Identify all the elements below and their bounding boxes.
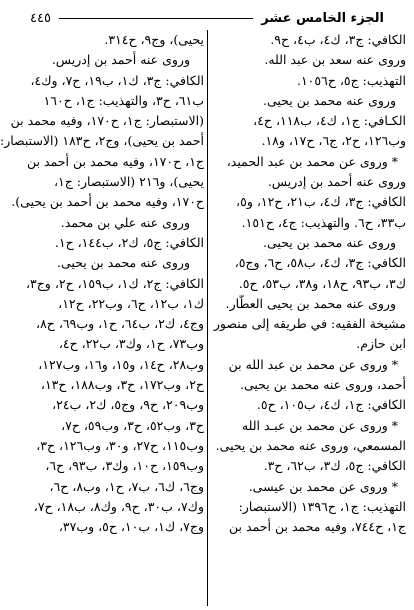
text-line: وروى عنه أحمد بن إدريس.	[51, 52, 190, 68]
text-line: مشيخة الفقيه: في طريقه إلى منصور	[213, 316, 406, 332]
text-line: * وروى عن محمد بن عبـد الله	[241, 417, 398, 433]
text-line: ح١٧٠، وفيه محمد بن أحمد بن يحيى).	[11, 194, 204, 210]
text-line: وب٢٠٩، ح٩، وج٥، ك٢، ب٢٤،	[52, 397, 204, 413]
text-line: الكافي: ج٥، ك٣، ب٦٢، ح٣.	[263, 458, 406, 474]
running-title: الجزء الخامس عشر	[261, 10, 384, 26]
text-line: الكافي: ج٣، ك١، ب١٩، ح٧، وك٤،	[30, 72, 204, 88]
text-line: وج٤، ك٢، ب٦٤، ح١، وب٦٩، ح٨،	[36, 316, 204, 332]
text-line: وب٢٨، ح١٤، و١٥، و١٦، وب١٢٧،	[38, 356, 204, 372]
text-line: الكافي: ج٣، ك٤، ب٢١، ح١٢، و٥،	[236, 194, 406, 210]
text-line: الكافي: ج٢، ك١، ب١٥٩، ح٢، وج٣،	[25, 275, 204, 291]
text-line: وروى عنه محمد بن يحيى.	[263, 92, 396, 108]
text-line: ابن حازم.	[356, 336, 406, 352]
text-line: (الاستبصار: ج١، ح١٧٠، وفيه محمد بن	[10, 113, 204, 129]
text-line: ج١، ح١٧٠، وفيه محمد بن أحمد بن	[27, 153, 204, 169]
text-line: يحيى)، و٢١٦ (الاستبصار: ج١،	[53, 174, 204, 190]
text-line: الكـافي: ج١، ك٤، ب١١٨، ح٤،	[253, 113, 406, 129]
text-line: المسمعي، وروى عنه محمد بن يحيى.	[215, 437, 406, 453]
text-line: أحمد، وروى عنه محمد بن يحيى.	[240, 377, 406, 393]
text-line: وج٧، ك١، ب١٠، ح٥، وب٣٧،	[58, 519, 204, 535]
text-line: الكافي: ج١، ك٤، ب١٠٥، ح٥.	[256, 397, 406, 413]
text-line: * وروى عن محمد بن عيسى.	[248, 478, 398, 494]
text-line: وروى عنه محمد بن يحيى.	[57, 255, 190, 271]
text-line: * وروى عن محمد بن عبد الحميد،	[226, 153, 398, 169]
text-line: وب١٢٦، ح٢، ج٦، ح١٧، و١٨.	[261, 133, 406, 149]
text-line: الكافي: ج٥، ك٢، ب١٤٤، ح١.	[54, 234, 204, 250]
text-line: التهذيب: ج٥، ح١٠٥٦.	[296, 72, 406, 88]
text-line: ح٣، وب٥٢، ح٣، وب٥٩، ح٧،	[61, 417, 204, 433]
text-line: وروى عنه محمد بن يحيى العطّار.	[225, 295, 396, 311]
text-line: ب٦١، ح٣، والتهذيب: ج١، ح١٦٠	[43, 92, 204, 108]
text-line: * وروى عن محمد بن عبد الله بن	[228, 356, 398, 372]
text-line: وب٧٣، ح١، وك٣، ب٢٢، ح٤،	[58, 336, 204, 352]
text-line: ب٣٣، ح٦. والتهذيب: ج٤، ح١٥١.	[241, 214, 406, 230]
text-line: وب١١٥، ح٢٧، و٣٠، وب١٢٦، ح٣،	[36, 437, 204, 453]
header-rule	[59, 18, 253, 19]
text-line: وك٧، ب٣٠، ح٩، وك٨، ب١٨، ح٧،	[33, 498, 204, 514]
column-divider	[207, 30, 208, 606]
text-line: الكافي: ج٣، ك٤، ب٥٨، ح٦، وج٥،	[234, 255, 406, 271]
text-line: ك٣، ب٩٣، ح١٨، و٣٨، ب٥٣، ح٥.	[238, 275, 406, 291]
page-header	[30, 8, 384, 28]
right-column	[210, 30, 406, 606]
text-line: يحيى)، وج٩، ح٣١٤.	[104, 32, 204, 47]
text-line: وب١٥٩، ح١٠، وك٣، ب٩٣، ح٦،	[45, 458, 204, 474]
text-line: أحمد بن يحيى)، وج٢، ح١٨٣ (الاستبصار:	[0, 133, 204, 149]
text-line: وج٦، ك٦، ب٧، ح١، وب٨، ح٦،	[49, 478, 204, 494]
text-line: وروى عنه علي بن محمد.	[60, 214, 190, 230]
text-line: ك١، ب١٢، ح٦، وب٢٢، ح١٢،	[58, 295, 204, 311]
text-line: وروى عنه أحمد بن إدريس.	[267, 174, 406, 190]
text-line: وروى عنه سعد بن عبد الله.	[264, 52, 406, 68]
text-line: الكافي: ج٣، ك٤، ب٤، ح٩.	[270, 32, 406, 47]
text-line: ج١، ح٧٤٤، وفيه محمد بن أحمد بن	[229, 519, 406, 535]
text-line: التهذيب: ج١، ح١٣٩٦ (الاستبصار:	[238, 498, 406, 514]
page-number: ٤٤٥	[30, 10, 51, 26]
left-column	[0, 30, 204, 606]
text-line: وروى عنه محمد بن يحيى.	[263, 234, 396, 250]
text-line: ح٢، وب١٧٢، ح٣، وب١٨٨، ح١٣،	[40, 377, 204, 393]
